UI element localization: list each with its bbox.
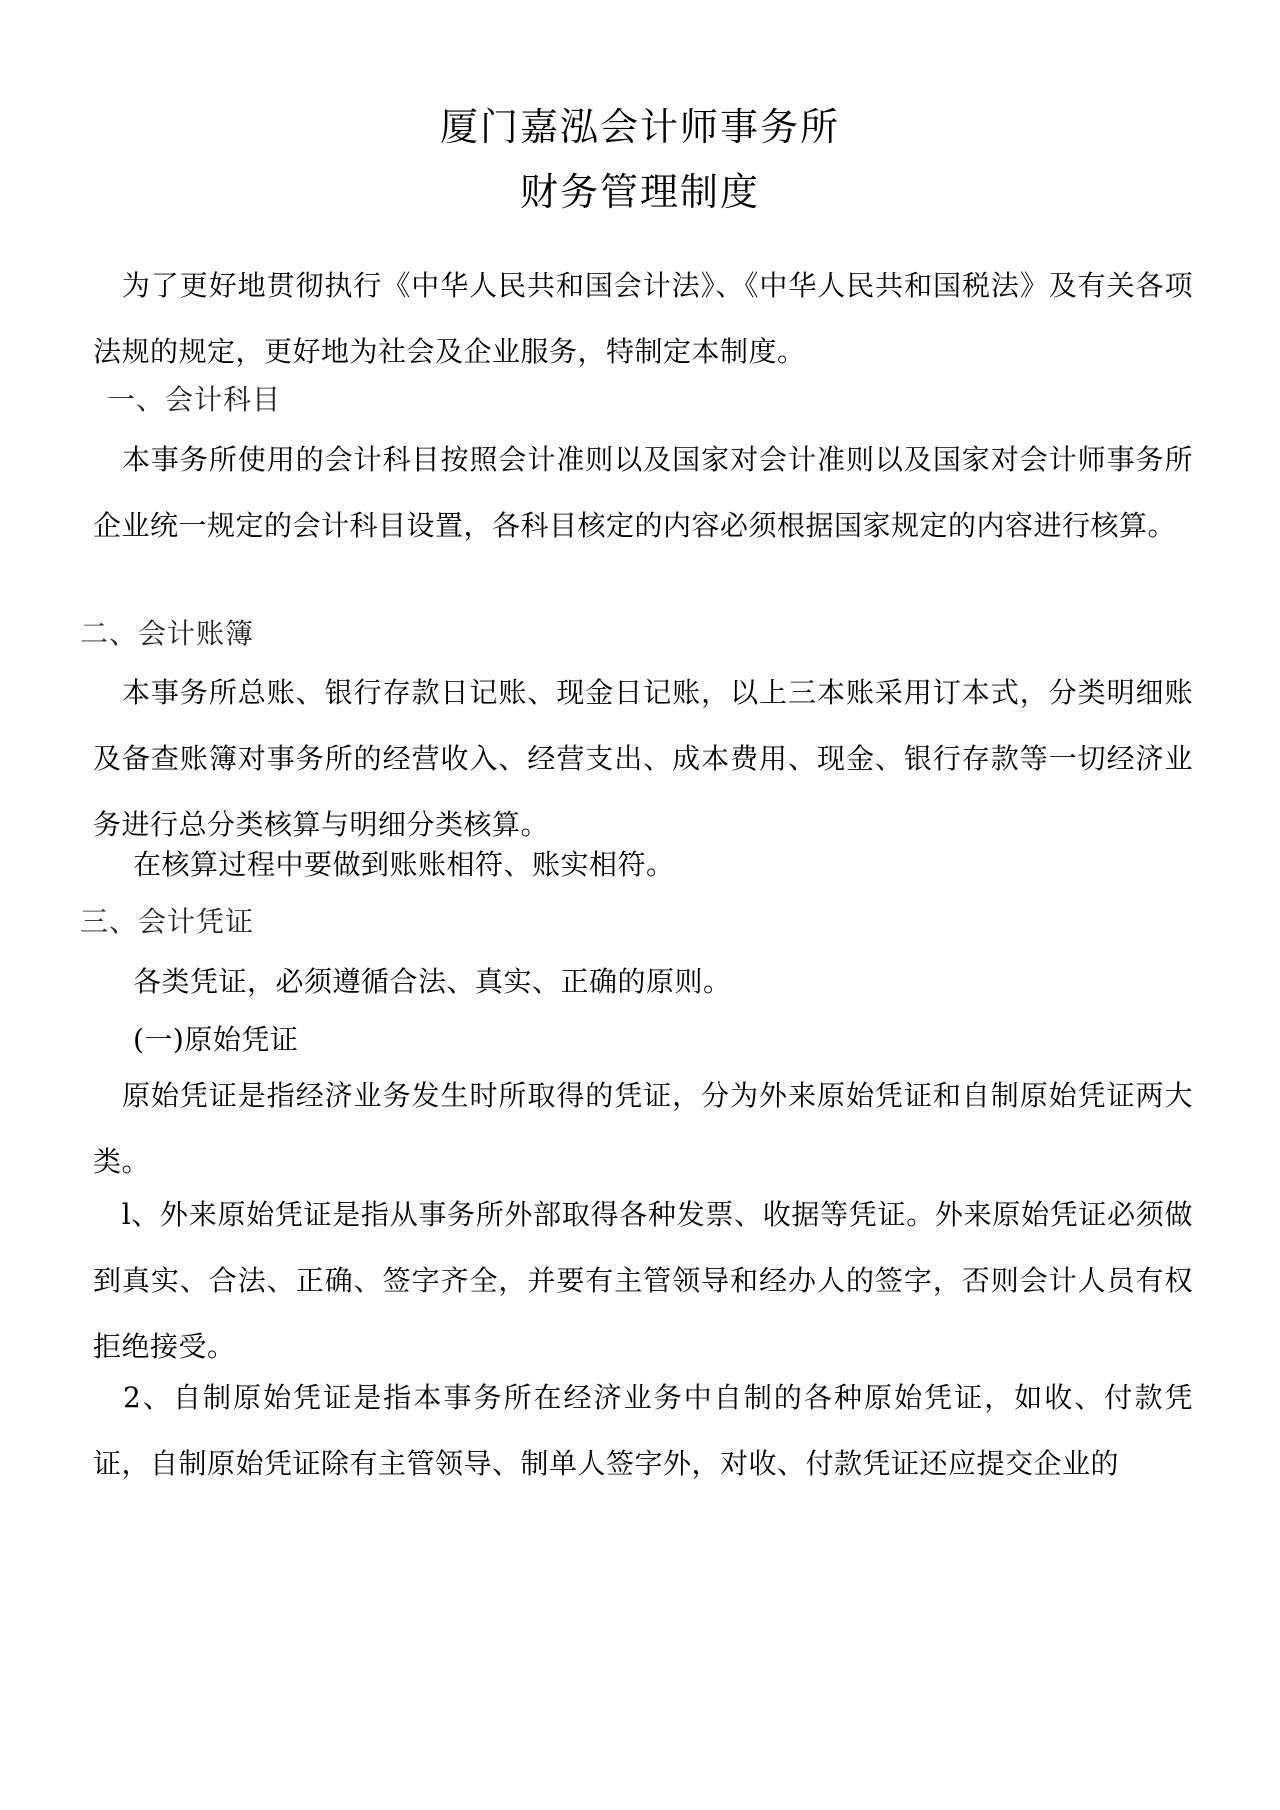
subsection-heading-original-vouchers: (一)原始凭证: [133, 1023, 299, 1056]
intro-paragraph: 为了更好地贯彻执行《中华人民共和国会计法》、《中华人民共和国税法》及有关各项法规的规定，更好地为社会及企业服务，特制定本制度。: [93, 269, 1193, 368]
section-heading-accounts: 一、会计科目: [107, 383, 282, 416]
section-body-accounts: 本事务所使用的会计科目按照会计准则以及国家对会计准则以及国家对会计师事务所企业统一规定的会计科目设置，各科目核定的内容必须根据国家规定的内容进行核算。: [93, 443, 1193, 542]
original-vouchers-definition: 原始凭证是指经济业务发生时所取得的凭证，分为外来原始凭证和自制原始凭证两大类。: [93, 1079, 1193, 1178]
section-heading-vouchers: 三、会计凭证: [80, 905, 255, 938]
item-external-vouchers: l、外来原始凭证是指从事务所外部取得各种发票、收据等凭证。外来原始凭证必须做到真实、合法、正确、签字齐全，并要有主管领导和经办人的签字，否则会计人员有权拒绝接受。: [93, 1198, 1193, 1363]
item-internal-vouchers: 2、自制原始凭证是指本事务所在经济业务中自制的各种原始凭证，如收、付款凭证，自制原始凭证除有主管领导、制单人签字外，对收、付款凭证还应提交企业的: [93, 1381, 1193, 1480]
section-heading-ledgers: 二、会计账簿: [80, 617, 255, 650]
ledger-note: 在核算过程中要做到账账相符、账实相符。: [133, 848, 675, 881]
document-subtitle: 财务管理制度: [519, 170, 760, 214]
vouchers-principle: 各类凭证，必须遵循合法、真实、正确的原则。: [133, 965, 732, 998]
document-title: 厦门嘉泓会计师事务所: [439, 105, 840, 149]
section-body-ledgers: 本事务所总账、银行存款日记账、现金日记账，以上三本账采用订本式，分类明细账及备查账簿对事务所的经营收入、经营支出、成本费用、现金、银行存款等一切经济业务进行总分类核算与明细分类核算。: [93, 676, 1193, 841]
